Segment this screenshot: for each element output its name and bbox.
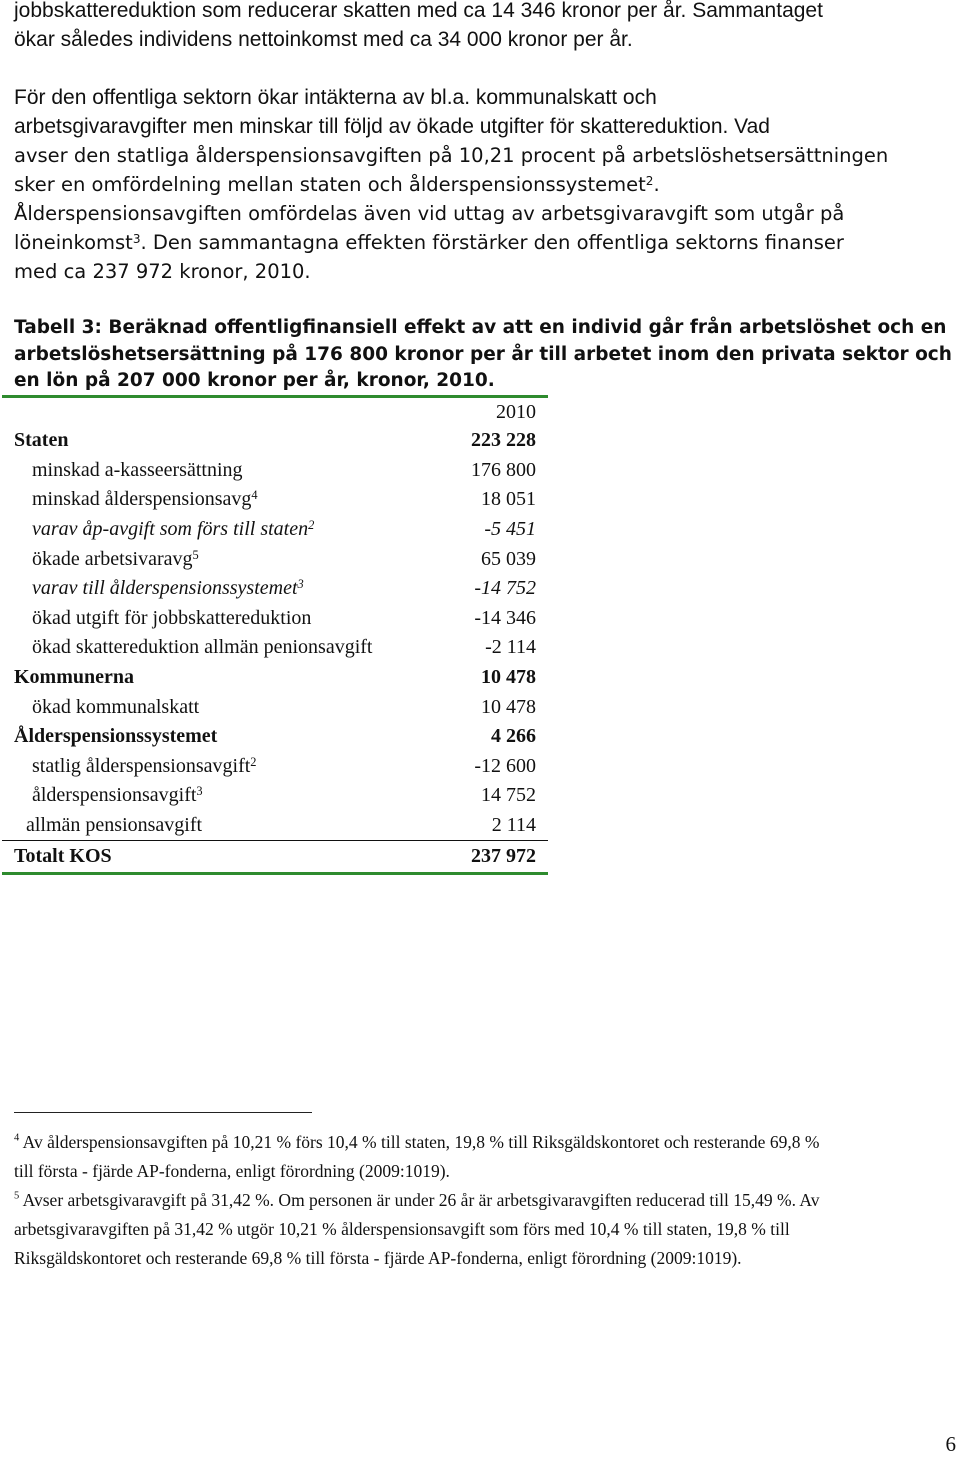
row-value: 176 800 <box>471 458 536 481</box>
row-value: -14 346 <box>474 606 536 629</box>
row-value: -5 451 <box>484 518 536 541</box>
row-label: Kommunerna <box>14 666 134 689</box>
row-value: 10 478 <box>481 695 536 718</box>
table-header-row <box>2 398 548 426</box>
footnote-5-cont: Riksgäldskontoret och resterande 69,8 % till första - fjärde AP-fonderna, enligt förordning (2009:1019). <box>14 1248 742 1268</box>
table-row <box>2 426 548 456</box>
row-label: ökad kommunalskatt <box>32 695 200 718</box>
table-row <box>2 604 548 634</box>
row-value: 2 114 <box>491 814 536 837</box>
intro-line: jobbskattereduktion som reducerar skatten med ca 14 346 kronor per år. Sammantaget <box>14 0 823 22</box>
footnote-mark: 4 <box>14 1132 20 1144</box>
page-number: 6 <box>945 1432 956 1456</box>
body-line: Ålderspensionsavgiften omfördelas även vid uttag av arbetsgivaravgift som utgår på <box>14 202 845 225</box>
body-line <box>14 231 844 254</box>
table-row <box>2 544 548 574</box>
footnote-mark: 5 <box>14 1190 20 1202</box>
footnote-ref: 3 <box>132 231 141 246</box>
row-value: -12 600 <box>474 754 536 777</box>
row-label: ökad skattereduktion allmän penionsavgift <box>32 636 373 659</box>
footnote-separator <box>14 1112 312 1113</box>
row-value: 65 039 <box>481 547 536 570</box>
row-label: minskad ålderspensionsavg$^4$ <box>32 488 258 511</box>
caption-line: en lön på 207 000 kronor per år, kronor, 2010. <box>14 370 495 391</box>
body-line <box>14 173 660 196</box>
table-row <box>2 722 548 752</box>
body-line: med ca 237 972 kronor, 2010. <box>14 260 311 283</box>
body-line: arbetsgivaravgifter men minskar till följd av ökade utgifter för skattereduktion. Vad <box>14 115 770 138</box>
footnote-ref: 4 <box>251 488 258 503</box>
footnote-4-cont: till första - fjärde AP-fonderna, enligt förordning (2009:1019). <box>14 1161 450 1181</box>
table-row <box>2 574 548 604</box>
caption-line: arbetslöshetsersättning på 176 800 kronor per år till arbetet inom den privata sektor och <box>14 343 952 365</box>
table-row <box>2 663 548 693</box>
table-row <box>2 781 548 811</box>
row-value: 14 752 <box>481 784 536 807</box>
caption-line: Tabell 3: Beräknad offentligfinansiell effekt av att en individ går från arbetslöshet och en <box>14 317 947 338</box>
row-value: 4 266 <box>491 725 536 748</box>
table-row <box>2 485 548 515</box>
table-row <box>2 692 548 722</box>
row-value: 18 051 <box>481 488 536 511</box>
table-caption <box>14 315 954 395</box>
intro-paragraph <box>14 0 954 54</box>
row-label: allmän pensionsavgift <box>26 814 203 837</box>
table-header-empty <box>2 398 454 426</box>
row-value: 10 478 <box>481 666 536 689</box>
body-line: För den offentliga sektorn ökar intäkterna av bl.a. kommunalskatt och <box>14 86 657 109</box>
row-value: 237 972 <box>454 841 548 873</box>
footnotes <box>14 1128 954 1273</box>
row-label: varav till ålderspensionssystemet$^3$ <box>32 577 304 600</box>
row-label: ökade arbetsivaravg$^5$ <box>32 547 199 570</box>
footnote-5-cont: arbetsgivaravgiften på 31,42 % utgör 10,21 % ålderspensionsavgift som förs med 10,4 % till staten, 19,8 % till <box>14 1219 790 1239</box>
row-label: Staten <box>14 429 69 452</box>
body-line: avser den statliga ålderspensionsavgiften på 10,21 procent på arbetslöshetsersättningen <box>14 144 889 167</box>
row-label: varav åp-avgift som förs till staten$^2$ <box>32 517 315 541</box>
body-line-text: sker en omfördelning mellan staten och ålderspensionssystemet <box>14 173 646 196</box>
row-label: ålderspensionsavgift$^3$ <box>32 784 203 807</box>
body-line-text: löneinkomst <box>14 231 133 254</box>
finance-table <box>2 395 548 875</box>
body-line-end: . Den sammantagna effekten förstärker den offentliga sektorns finanser <box>140 231 844 254</box>
table-total-row <box>2 841 548 873</box>
table-row <box>2 456 548 486</box>
footnote-ref: 2 <box>308 517 315 532</box>
table-row <box>2 811 548 841</box>
footnote-4: $^4$ Av ålderspensionsavgiften på 10,21 % förs 10,4 % till staten, 19,8 % till Riksgäldskontoret och resterande 69,8 % <box>14 1132 820 1152</box>
row-value: 223 228 <box>471 429 536 452</box>
footnote-5: $^5$ Avser arbetsgivaravgift på 31,42 %. Om personen är under 26 år är arbetsgivaravgiften reducerad till 15,49 %. Av <box>14 1190 820 1210</box>
body-paragraph <box>14 83 954 286</box>
table-row <box>2 515 548 545</box>
table-row <box>2 633 548 663</box>
row-label: Totalt KOS <box>2 841 454 873</box>
row-value: -14 752 <box>474 577 536 600</box>
table-header-year: 2010 <box>496 400 536 423</box>
footnote-ref: 3 <box>196 784 203 799</box>
footnote-ref: 5 <box>192 547 199 562</box>
row-label: Ålderspensionssystemet <box>14 725 218 748</box>
row-label: ökad utgift för jobbskattereduktion <box>32 606 312 629</box>
footnote-ref: 2 <box>645 173 654 188</box>
body-line-end: . <box>653 173 660 196</box>
footnote-ref: 3 <box>297 577 304 592</box>
table-bottom-rule <box>2 872 548 875</box>
row-label: minskad a-kasseersättning <box>32 458 243 481</box>
intro-line: ökar således individens nettoinkomst med ca 34 000 kronor per år. <box>14 28 633 51</box>
table-body <box>2 398 548 872</box>
row-label: statlig ålderspensionsavgift$^2$ <box>32 754 257 777</box>
table-row <box>2 752 548 782</box>
row-value: -2 114 <box>485 636 536 659</box>
footnote-ref: 2 <box>250 754 257 769</box>
